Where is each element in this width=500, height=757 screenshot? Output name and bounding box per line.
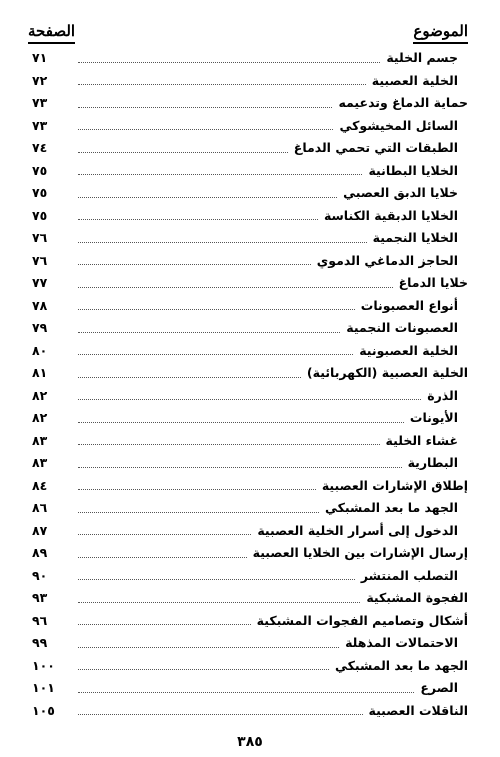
toc-header bbox=[28, 18, 468, 44]
toc-entry-page: ٩٦ bbox=[32, 612, 48, 628]
toc-entry-title: الجهد ما بعد المشبكي bbox=[334, 657, 468, 673]
toc-entry-page: ٧٦ bbox=[32, 230, 48, 245]
toc-entry bbox=[28, 542, 468, 565]
toc-entry bbox=[28, 655, 468, 678]
toc-entry bbox=[28, 452, 468, 475]
toc-entry-title: إطلاق الإشارات العصبية bbox=[321, 477, 468, 493]
dot-leader bbox=[78, 399, 421, 400]
dot-leader bbox=[78, 309, 355, 310]
dot-leader bbox=[78, 354, 353, 355]
toc-entry bbox=[28, 565, 468, 588]
toc-entry-title: غشاء الخلية bbox=[385, 432, 458, 448]
toc-entry-title: الخلايا الدبقية الكناسة bbox=[323, 207, 458, 223]
dot-leader bbox=[78, 512, 319, 513]
toc-entry-title: إرسال الإشارات بين الخلايا العصبية bbox=[252, 545, 468, 560]
dot-leader bbox=[78, 174, 362, 175]
toc-entry-title: الذرة bbox=[427, 387, 458, 403]
toc-entry-title: التصلب المنتشر bbox=[360, 567, 458, 583]
toc-entry bbox=[28, 160, 468, 183]
dot-leader bbox=[78, 287, 393, 288]
toc-entry-page: ٧٦ bbox=[32, 252, 48, 268]
toc-entry-page: ٨١ bbox=[32, 365, 48, 380]
toc-entry-page: ٧٣ bbox=[32, 95, 48, 110]
dot-leader bbox=[78, 534, 251, 535]
toc-entry-title: الحاجز الدماغي الدموي bbox=[316, 252, 458, 268]
toc-entry-page: ٨٣ bbox=[32, 455, 48, 470]
dot-leader bbox=[78, 84, 366, 85]
toc-entry-title: خلايا الدبق العصبي bbox=[343, 185, 458, 200]
toc-entry-page: ٧٤ bbox=[32, 140, 48, 155]
toc-entry bbox=[28, 475, 468, 498]
toc-entry-page: ٨٣ bbox=[32, 432, 48, 448]
toc-entry-title: أنواع العصبونات bbox=[360, 297, 458, 313]
toc-entry-page: ٩٣ bbox=[32, 590, 48, 605]
topic-column-label: الموضوع bbox=[413, 21, 468, 44]
toc-entry-page: ٧١ bbox=[32, 50, 48, 65]
toc-entry-title: الخلايا البطانية bbox=[368, 162, 458, 178]
toc-entry-title: جسم الخلية bbox=[386, 50, 458, 65]
toc-entry bbox=[28, 677, 468, 700]
dot-leader bbox=[78, 62, 380, 63]
toc-entry-title: الخلايا النجمية bbox=[372, 230, 458, 245]
toc-entry-page: ٧٥ bbox=[32, 185, 48, 200]
dot-leader bbox=[78, 377, 301, 378]
toc-entry bbox=[28, 340, 468, 363]
page-number: ٣٨٥ bbox=[237, 734, 263, 750]
toc-entry bbox=[28, 632, 468, 655]
dot-leader bbox=[78, 264, 311, 265]
dot-leader bbox=[78, 602, 360, 603]
dot-leader bbox=[78, 242, 367, 243]
toc-entry bbox=[28, 317, 468, 340]
toc-entry-title: حماية الدماغ وتدعيمه bbox=[338, 95, 468, 110]
dot-leader bbox=[78, 422, 404, 423]
dot-leader bbox=[78, 557, 247, 558]
toc-entry-page: ٧٢ bbox=[32, 72, 48, 88]
toc-entry-page: ٨٧ bbox=[32, 522, 48, 538]
toc-entry bbox=[28, 47, 468, 70]
dot-leader bbox=[78, 332, 340, 333]
dot-leader bbox=[78, 669, 329, 670]
toc-entry-title: الدخول إلى أسرار الخلية العصبية bbox=[257, 522, 458, 538]
toc-entry bbox=[28, 295, 468, 318]
toc-entry-title: الاحتمالات المذهلة bbox=[345, 635, 458, 650]
toc-entry bbox=[28, 385, 468, 408]
toc-entry bbox=[28, 250, 468, 273]
toc-entry bbox=[28, 407, 468, 430]
toc-entry-page: ٧٨ bbox=[32, 297, 48, 313]
toc-entry-page: ٧٥ bbox=[32, 207, 48, 223]
dot-leader bbox=[78, 152, 288, 153]
toc-entry-title: الطبقات التي تحمي الدماغ bbox=[293, 140, 458, 155]
dot-leader bbox=[78, 219, 318, 220]
dot-leader bbox=[78, 624, 251, 625]
dot-leader bbox=[78, 579, 355, 580]
toc-entry bbox=[28, 272, 468, 295]
toc-entry-page: ١٠١ bbox=[32, 680, 55, 695]
toc-entry-title: الناقلات العصبية bbox=[368, 702, 468, 718]
toc-entry-page: ٨٢ bbox=[32, 410, 48, 425]
toc-entry-page: ١٠٠ bbox=[32, 657, 55, 673]
toc-entry-title: البطارية bbox=[407, 455, 458, 470]
dot-leader bbox=[78, 197, 337, 198]
toc-entry-title: الأيونات bbox=[409, 410, 458, 425]
dot-leader bbox=[78, 647, 339, 648]
toc-entry-title: الفجوة المشبكية bbox=[366, 590, 468, 605]
toc-entry-title: خلايا الدماغ bbox=[398, 275, 468, 290]
toc-entry-title: أشكال وتصاميم الفجوات المشبكية bbox=[256, 612, 468, 628]
toc-entry bbox=[28, 70, 468, 93]
toc-entry-page: ٧٧ bbox=[32, 275, 48, 290]
dot-leader bbox=[78, 714, 363, 715]
dot-leader bbox=[78, 444, 380, 445]
table-of-contents bbox=[28, 18, 468, 722]
toc-entry-title: الجهد ما بعد المشبكي bbox=[324, 500, 458, 515]
toc-entry bbox=[28, 497, 468, 520]
toc-entry bbox=[28, 610, 468, 633]
toc-entry-title: السائل المخيشوكي bbox=[339, 117, 458, 133]
toc-entry-page: ٨٩ bbox=[32, 545, 48, 560]
toc-entry bbox=[28, 205, 468, 228]
toc-entry-title: الخلية العصبية bbox=[371, 72, 458, 88]
toc-entry-page: ٩٩ bbox=[32, 635, 48, 650]
toc-entry-page: ٨٢ bbox=[32, 387, 48, 403]
toc-entry bbox=[28, 115, 468, 138]
toc-entry-title: العصبونات النجمية bbox=[346, 320, 458, 335]
toc-entry bbox=[28, 182, 468, 205]
toc-entry bbox=[28, 92, 468, 115]
toc-entries bbox=[28, 47, 468, 722]
toc-entry-title: الخلية العصبية (الكهربائية) bbox=[306, 365, 468, 380]
toc-entry-page: ٩٠ bbox=[32, 567, 48, 583]
toc-entry bbox=[28, 137, 468, 160]
toc-entry bbox=[28, 587, 468, 610]
toc-entry-page: ٨٦ bbox=[32, 500, 48, 515]
toc-entry-page: ٨٠ bbox=[32, 342, 48, 358]
toc-entry bbox=[28, 700, 468, 723]
dot-leader bbox=[78, 692, 414, 693]
toc-entry bbox=[28, 520, 468, 543]
toc-entry-page: ٨٤ bbox=[32, 477, 48, 493]
dot-leader bbox=[78, 129, 333, 130]
dot-leader bbox=[78, 107, 332, 108]
dot-leader bbox=[78, 489, 316, 490]
toc-entry bbox=[28, 430, 468, 453]
toc-entry-title: الخلية العصبونية bbox=[359, 342, 458, 358]
toc-entry-page: ١٠٥ bbox=[32, 702, 55, 718]
toc-entry-title: الصرع bbox=[420, 680, 458, 695]
page-column-label: الصفحة bbox=[28, 21, 75, 44]
toc-entry-page: ٧٣ bbox=[32, 117, 48, 133]
toc-entry-page: ٧٥ bbox=[32, 162, 48, 178]
toc-entry bbox=[28, 362, 468, 385]
toc-entry-page: ٧٩ bbox=[32, 320, 48, 335]
dot-leader bbox=[78, 467, 402, 468]
toc-entry bbox=[28, 227, 468, 250]
